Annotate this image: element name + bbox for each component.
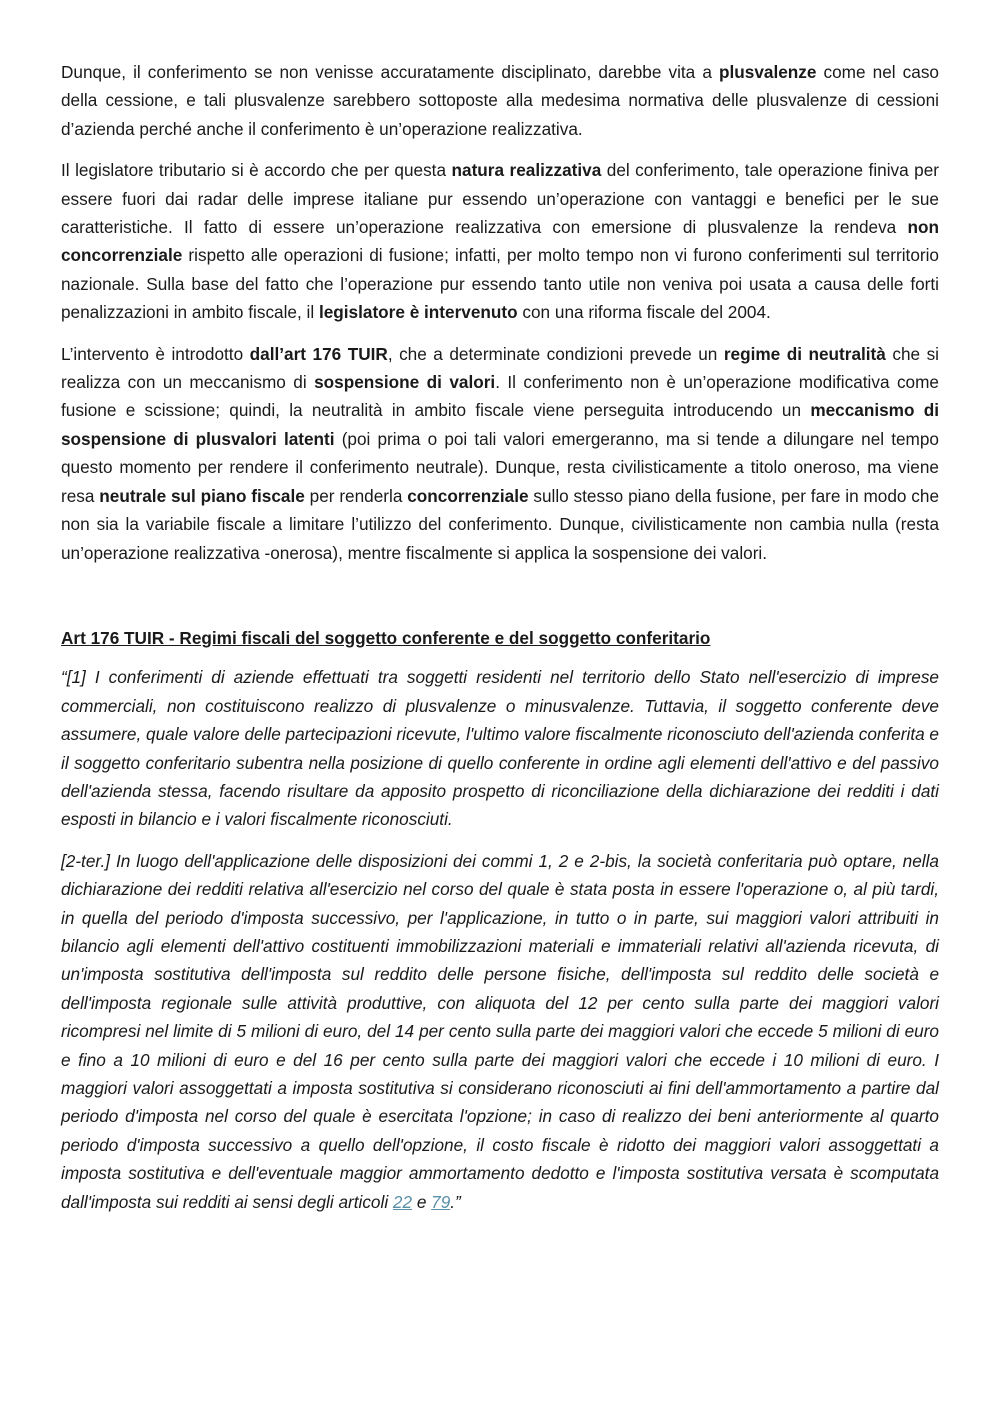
text-run: per renderla (304, 485, 408, 506)
law-quote-comma-1: “[1] I conferimenti di aziende effettuati tra soggetti residenti nel territorio dello Stato nell'esercizio di imprese commerciali, non costituiscono realizzo di plusvalenze o minusvalenze. Tuttavia, il soggetto conferente deve assumere, quale valore delle partecipazioni ricevute, l'ultimo valore fiscalmente riconosciuto dell'azienda conferita e il soggetto conferitario subentra nella posizione di quello conferente in ordine agli elementi dell'attivo e del passivo dell'azienda stessa, facendo risultare da apposito prospetto di riconciliazione della dichiarazione dei redditi i dati esposti in bilancio e i valori fiscalmente riconosciuti. (61, 667, 939, 830)
article-79-link[interactable]: 79 (431, 1191, 451, 1212)
bold-term: plusvalenze (719, 62, 817, 82)
bold-term: dall’art 176 TUIR (249, 343, 388, 364)
document-page (61, 58, 939, 1229)
text-run: Il legislatore tributario si è accordo che per questa (61, 160, 452, 181)
paragraph-legislatore (61, 156, 939, 326)
section-spacer (61, 580, 939, 624)
paragraph-plusvalenze (61, 58, 939, 143)
text-run: (poi prima o poi tali valori emergeranno, ma si tende a dilungare nel tempo questo momento per rendere il conferimento neutrale). Dunque, resta civilisticamente a titolo oneroso, ma viene resa (61, 428, 939, 506)
text-run: come nel caso della cessione, e tali plusvalenze sarebbero sottoposte alla medesima normativa delle plusvalenze di cessioni d’azienda perché anche il conferimento è un’operazione realizzativa. (61, 62, 939, 139)
bold-term: sospensione di valori (314, 372, 496, 393)
text-run: Dunque, il conferimento se non venisse accuratamente disciplinato, darebbe vita a (61, 62, 719, 82)
bold-term: non concorrenziale (61, 217, 939, 266)
paragraph-intervento (61, 340, 939, 567)
law-quote-comma-2-ter (61, 847, 939, 1216)
text-run: con una riforma fiscale del 2004. (517, 302, 771, 323)
text-run: L’intervento è introdotto (61, 343, 250, 364)
bold-term: meccanismo di sospensione di plusvalori latenti (61, 400, 939, 449)
text-run: [2-ter.] In luogo dell'applicazione delle disposizioni dei commi 1, 2 e 2-bis, la società conferitaria può optare, nella dichiarazione dei redditi relativa all'esercizio nel corso del quale è stata posta in essere l'operazione o, al più tardi, in quella del periodo d'imposta successivo, per l'applicazione, in tutto o in parte, sui maggiori valori attribuiti in bilancio agli elementi dell'attivo costituenti immobilizzazioni materiali e immateriali relativi all'azienda ricevuta, di un'imposta sostitutiva dell'imposta sul reddito delle persone fisiche, dell'imposta sul reddito delle società e dell'imposta regionale sulle attività produttive, con aliquota del 12 per cento sulla parte dei maggiori valori ricompresi nel limite di 5 milioni di euro, del 14 per cento sulla parte dei maggiori valori che eccede 5 milioni di euro e fino a 10 milioni di euro e del 16 per cento sulla parte dei maggiori valori che eccede i 10 milioni di euro. I maggiori valori assoggettati a imposta sostitutiva si considerano riconosciuti ai fini dell'ammortamento a partire dal periodo d'imposta nel corso del quale è esercitata l'opzione; in caso di realizzo dei beni anteriormente al quarto periodo d'imposta successivo a quello dell'opzione, il costo fiscale è ridotto dei maggiori valori assoggettati a imposta sostitutiva e dell'eventuale maggior ammortamento dedotto e l'imposta sostitutiva versata è scomputata dall'imposta sui redditi ai sensi degli articoli (61, 850, 939, 1212)
article-22-link[interactable]: 22 (392, 1191, 413, 1212)
bold-term: neutrale sul piano fiscale (99, 485, 305, 506)
text-run: e (412, 1191, 432, 1212)
text-run: rispetto alle operazioni di fusione; infatti, per molto tempo non vi furono conferimenti sul territorio nazionale. Sulla base del fatto che l’operazione pur essendo tanto utile non veniva poi usata a causa delle forti penalizzazioni in ambito fiscale, il (61, 245, 939, 323)
bold-term: regime di neutralità (723, 343, 886, 364)
text-run: , che a determinate condizioni prevede un (387, 343, 724, 364)
bold-term: concorrenziale (407, 485, 529, 506)
bold-term: natura realizzativa (451, 160, 602, 181)
bold-term: legislatore è intervenuto (318, 302, 518, 323)
text-run: . Il conferimento non è un’operazione modificativa come fusione e scissione; quindi, la neutralità in ambito fiscale viene perseguita introducendo un (61, 372, 939, 421)
text-run: che si realizza con un meccanismo di (61, 343, 939, 393)
text-run: .” (450, 1191, 461, 1212)
section-heading: Art 176 TUIR - Regimi fiscali del soggetto conferente e del soggetto conferitario (61, 627, 711, 648)
text-run: del conferimento, tale operazione finiva per essere fuori dai radar delle imprese italiane pur essendo un’operazione con vantaggi e benefici per le sue caratteristiche. Il fatto di essere un’operazione realizzativa con emersione di plusvalenze la rendeva (61, 160, 940, 238)
text-run: sullo stesso piano della fusione, per fare in modo che non sia la variabile fiscale a limitare l’utilizzo del conferimento. Dunque, civilisticamente non cambia nulla (resta un’operazione realizzativa -onerosa), mentre fiscalmente si applica la sospensione dei valori. (61, 485, 939, 563)
